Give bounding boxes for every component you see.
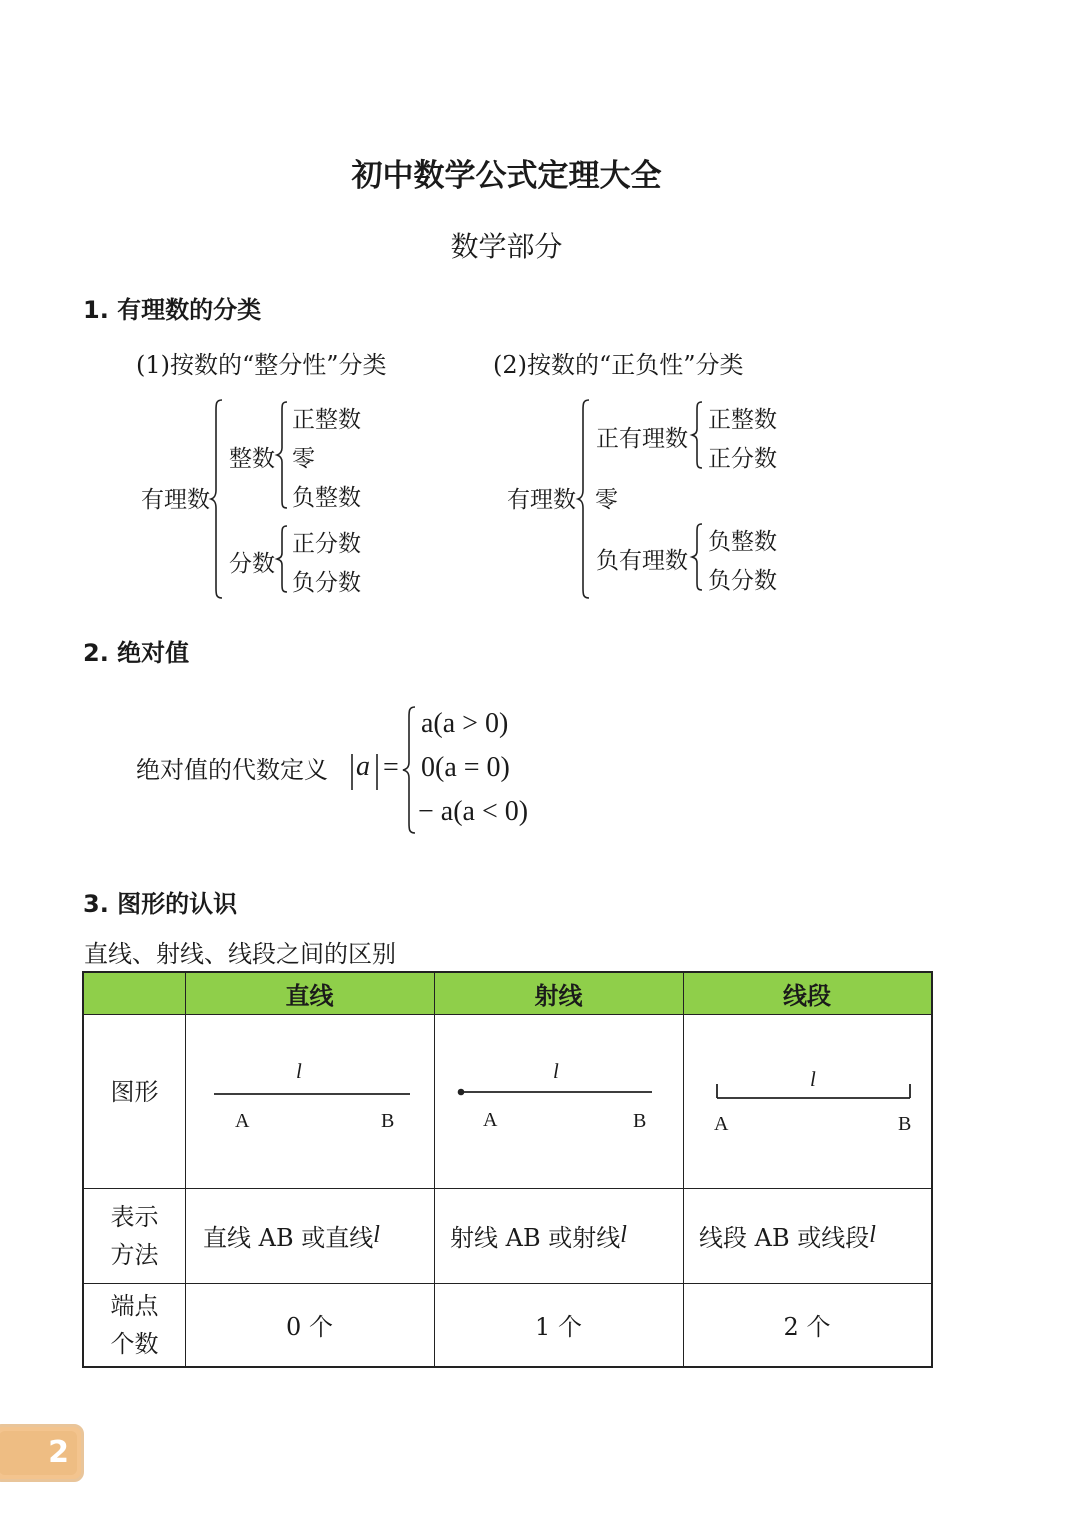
tree1-fraction-label: 分数 (229, 551, 275, 577)
abs-lhs-variable: a (356, 751, 370, 782)
ray-point-b: B (633, 1110, 647, 1132)
notation-line: 直线 AB 或直线 l (203, 1222, 380, 1252)
row-label-notation: 表示 方法 (110, 1202, 159, 1269)
segment-name-label: l (810, 1067, 816, 1091)
abs-case: − a(a < 0) (418, 796, 529, 827)
abs-case: a(a > 0) (421, 708, 509, 739)
line-figure (214, 1091, 414, 1097)
section-3-heading: 3. 图形的认识 (83, 890, 238, 918)
line-point-b: B (381, 1110, 395, 1132)
column-header: 射线 (534, 982, 583, 1010)
tree2-root: 有理数 (507, 487, 576, 513)
classification-1-caption: (1)按数的“整分性”分类 (136, 351, 387, 379)
tree2-negative-item: 负整数 (708, 529, 777, 555)
tree2-zero: 零 (595, 487, 618, 513)
tree2-negative-label: 负有理数 (596, 548, 688, 574)
column-header: 线段 (783, 982, 831, 1010)
notation-ray: 射线 AB 或射线 l (450, 1222, 627, 1252)
tree1-fraction-item: 正分数 (292, 531, 361, 557)
tree1-integer-brace (276, 400, 290, 510)
tree1-fraction-brace (276, 524, 290, 594)
tree2-positive-label: 正有理数 (596, 426, 688, 452)
endpoints-ray: 1 个 (535, 1313, 582, 1341)
tree2-positive-item: 正分数 (708, 446, 777, 472)
line-name-label: l (296, 1059, 302, 1083)
page-number: 2 (48, 1435, 69, 1470)
document-title: 初中数学公式定理大全 (351, 158, 662, 194)
ray-point-a: A (483, 1109, 498, 1131)
endpoints-segment: 2 个 (783, 1313, 831, 1341)
tree2-negative-brace (691, 522, 705, 592)
tree1-integer-item: 零 (292, 446, 315, 472)
line-point-a: A (235, 1110, 250, 1132)
equals-sign: = (383, 752, 399, 783)
tree1-integer-item: 正整数 (292, 407, 361, 433)
tree1-integer-label: 整数 (229, 446, 275, 472)
row-label-figure: 图形 (110, 1077, 159, 1106)
segment-point-a: A (714, 1113, 729, 1135)
tree2-root-brace (577, 398, 593, 600)
segment-point-b: B (898, 1113, 912, 1135)
tree2-negative-item: 负分数 (708, 568, 777, 594)
ray-name-label: l (553, 1059, 559, 1083)
tree1-fraction-item: 负分数 (292, 570, 361, 596)
tree1-integer-item: 负整数 (292, 485, 361, 511)
comparison-table (82, 971, 933, 1368)
tree1-root-brace (210, 398, 226, 600)
row-label-endpoints: 端点 个数 (110, 1291, 159, 1358)
page-number-badge (0, 1424, 84, 1482)
tree2-positive-item: 正整数 (708, 407, 777, 433)
abs-cases-brace (402, 705, 418, 835)
column-header: 直线 (285, 982, 334, 1010)
endpoints-line: 0 个 (286, 1313, 333, 1341)
ray-figure (456, 1087, 656, 1099)
abs-definition-label: 绝对值的代数定义 (136, 756, 328, 784)
classification-2-caption: (2)按数的“正负性”分类 (493, 351, 744, 379)
section-2-heading: 2. 绝对值 (83, 639, 190, 667)
document-subtitle: 数学部分 (450, 230, 563, 263)
notation-segment: 线段 AB 或线段 l (699, 1222, 876, 1252)
section-1-heading: 1. 有理数的分类 (83, 296, 262, 324)
tree1-root: 有理数 (141, 487, 210, 513)
abs-case: 0(a = 0) (421, 752, 510, 783)
section-3-intro: 直线、射线、线段之间的区别 (84, 940, 396, 968)
tree2-positive-brace (691, 400, 705, 470)
